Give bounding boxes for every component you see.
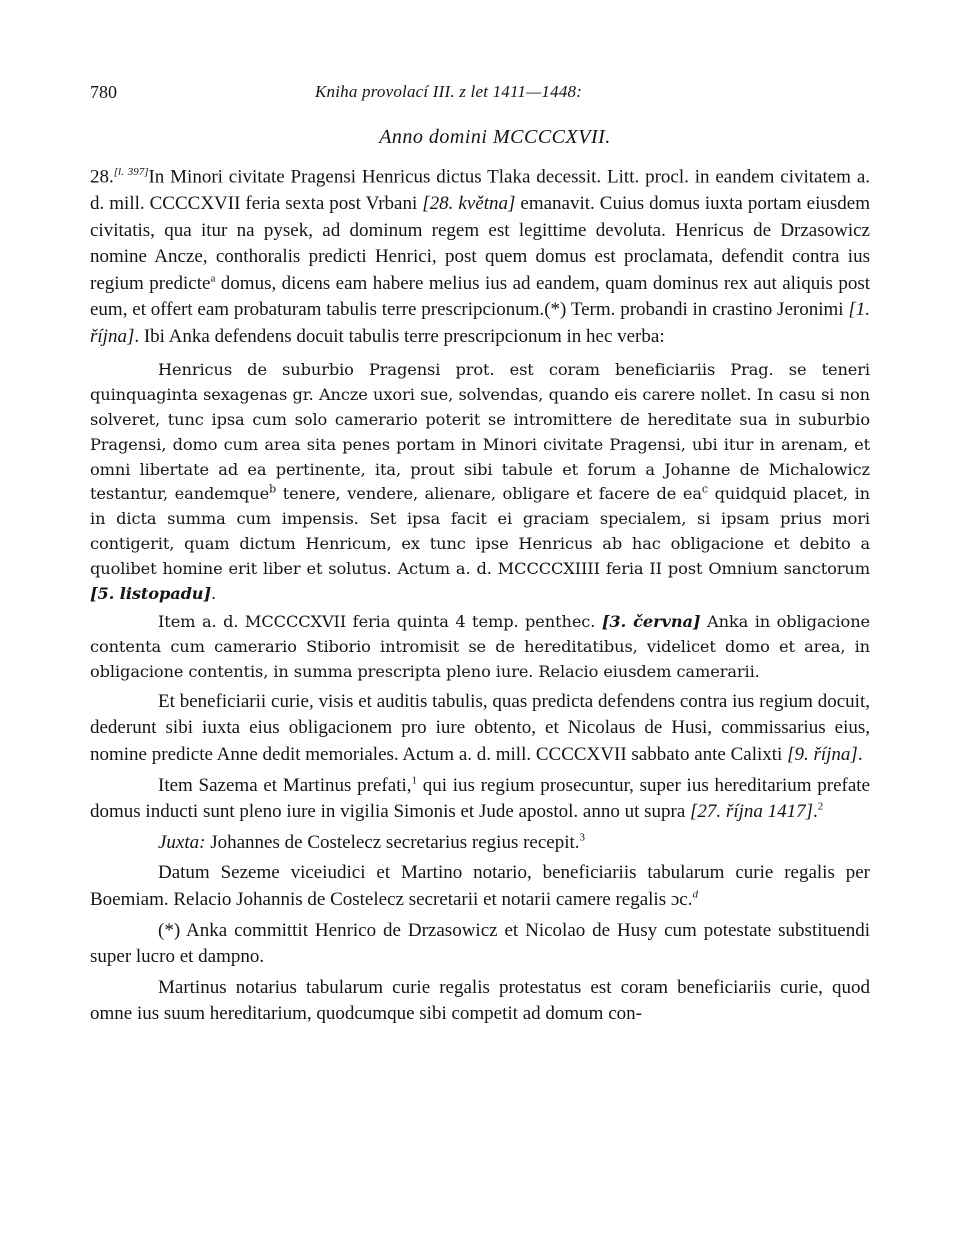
paragraph-label: Juxta: <box>158 831 206 853</box>
entry-number: 28. <box>90 166 114 188</box>
footnote-marker: 2 <box>817 800 824 813</box>
quote-text: Henricus de suburbio Pragensi prot. est coram beneficiariis Prag. se teneri quinquaginta sexagenas gr. Ancze uxori sue, solvendas, quando eis carere nollet. In casu si non solveret, tunc ipsa cum solo camerario poterit se intromittere de hereditate sua in suburbio Pragensi, domo cum area sita penes portam in Minori civitate Pragensi, ubi itur in arenam, et omni libertate ad ea pertinente, ita, prout sibi tabule et forum a Johanne de Michalowicz testantur, eandemque <box>90 360 870 504</box>
entry-text: emanavit. Cuius domus iuxta portam eiusdem civitatis, qua itur na pysek, ad dominum regem est legittime devoluta. Henricus de Drzasowicz nomine Ancze, conthoralis predicti Henrici, post quem domus est proclamata, defendit contra ius regium predicte <box>90 192 870 294</box>
paragraph-text: . <box>857 744 863 766</box>
paragraph <box>90 975 870 1028</box>
quote-text: Anka in obligacione contenta cum camerario Stiborio intromisit se de hereditatibus, videlicet domo et area, in obligacione contentis, in summa prescripta pleno iure. Relacio eiusdem camerarii. <box>90 612 870 682</box>
footnote-marker: a <box>210 272 216 285</box>
paragraph-text: . <box>813 801 818 823</box>
paragraph-text: Item Sazema et Martinus prefati, <box>158 774 412 796</box>
paragraph-text: Martinus notarius tabularum curie regalis protestatus est coram beneficiariis curie, quod omne ius suum hereditarium, quodcumque sibi competit ad domum con- <box>90 976 870 1025</box>
paragraph-text: Johannes de Costelecz secretarius regius recepit. <box>205 831 580 853</box>
entry-text: In Minori civitate Pragensi Henricus dictus Tlaka decessit. Litt. procl. in eandem civitatem a. d. mill. CCCCXVII feria sexta post Vrbani <box>90 166 870 214</box>
quote-text: . <box>211 583 217 603</box>
footnote-marker: b <box>269 483 277 497</box>
date-annotation: [9. října] <box>787 744 858 766</box>
paragraph <box>90 918 870 971</box>
date-annotation: [3. června] <box>601 612 701 632</box>
paragraph-text: Et beneficiarii curie, visis et auditis tabulis, quas predicta defendens contra ius regium docuit, dederunt sibi iuxta eius obligacionem pro iure obtento, et Nicolaus de Husi, commissarius eius, nomine predicte Anne dedit memoriales. Actum a. d. mill. CCCCXVII sabbato ante Calixti <box>90 690 870 766</box>
footnote-marker: 1 <box>411 774 417 787</box>
quote-text: tenere, vendere, alienare, obligare et facere de ea <box>276 484 702 504</box>
entry-text: . Ibi Anka defendens docuit tabulis terre prescripcionum in hec verba: <box>134 325 665 347</box>
quoted-record <box>90 610 870 684</box>
quote-text: Item a. d. MCCCCXVII feria quinta 4 temp. penthec. <box>158 612 602 632</box>
paragraph-text: Datum Sezeme viceiudici et Martino notario, beneficiariis tabularum curie regalis per Boemiam. Relacio Johannis de Costelecz secretarii et notarii camere regalis ɔc. <box>90 862 870 910</box>
paragraph <box>90 689 870 769</box>
book-title: Kniha provolací III. z let 1411—1448: <box>315 82 583 101</box>
entry-text: domus, dicens eam habere melius ius ad eandem, quam dominus rex aut aliquis post eum, et offert eam probaturam tabulis terre prescripcionum.(*) Term. probandi in crastino Jeronimi <box>90 272 870 321</box>
paragraph <box>90 830 870 857</box>
date-annotation: [28. května] <box>422 192 516 214</box>
paragraph <box>90 860 870 913</box>
folio-reference: [l. 397] <box>113 166 149 178</box>
date-annotation: [27. října 1417] <box>690 801 814 823</box>
date-annotation: [1. října] <box>90 299 870 347</box>
page-number: 780 <box>90 82 117 102</box>
entry-paragraph <box>90 159 870 350</box>
date-annotation: [5. listopadu] <box>90 583 212 603</box>
footnote-marker: 3 <box>579 831 586 844</box>
document-page <box>90 80 870 1028</box>
footnote-marker: d <box>692 888 698 901</box>
paragraph <box>90 773 870 826</box>
quoted-record <box>90 358 870 606</box>
running-head <box>90 80 870 110</box>
quote-text: quidquid placet, in in dicta summa cum impensis. Set ipsa facit ei graciam specialem, si ipsam prius mori contigerit, quam dictum Henricum, ex tunc ipse Henricus ab hac obligacione et debito a quolibet homine erit liber et solutus. Actum a. d. MCCCCXIIII feria II post Omnium sanctorum <box>90 484 871 578</box>
paragraph-text: (*) Anka committit Henrico de Drzasowicz et Nicolao de Husy cum potestate substituendi super lucro et dampno. <box>90 919 870 968</box>
paragraph-text: qui ius regium prosecuntur, super ius hereditarium prefate domus inducti sunt pleno iure in vigilia Simonis et Jude apostol. anno ut supra <box>90 774 870 823</box>
year-heading: Anno domini MCCCCXVII. <box>379 126 611 148</box>
footnote-marker: c <box>701 483 708 497</box>
